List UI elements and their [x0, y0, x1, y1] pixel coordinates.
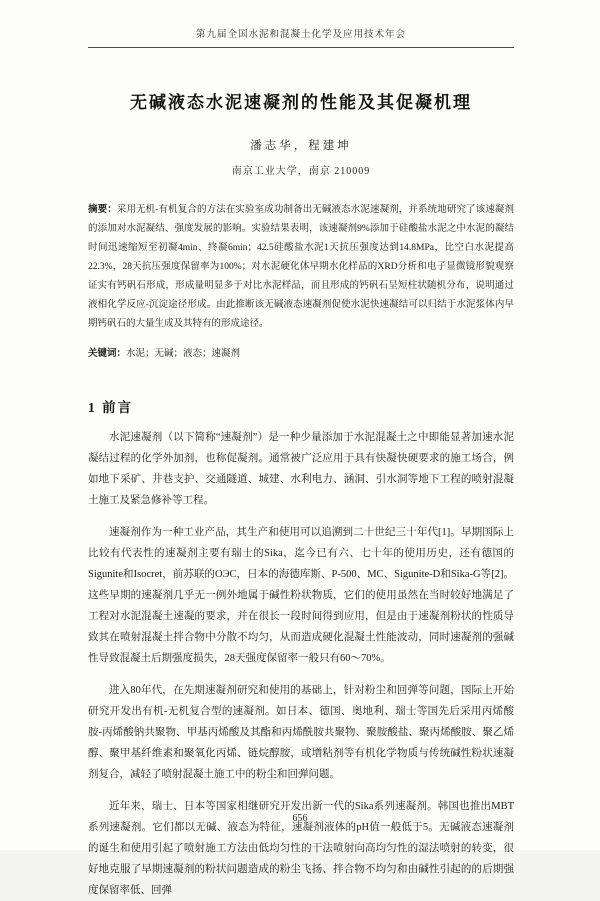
- abstract-label: 摘要：: [88, 205, 117, 215]
- paragraph: 速凝剂作为一种工业产品，其生产和使用可以追溯到二十世纪三十年代[1]。早期国际上比较有代表性的速凝剂主要有瑞士的Sika，迄今已有六、七十年的使用历史，还有德国的Sigunite和Isocret，前苏联的ОЭС，日本的海德库斯、P-500、MC、Sigunite-D和Sika-G等[2]。这些早期的速凝剂几乎无一例外地属于碱性粉状物质，它们的使用虽然在当时较好地满足了工程对水泥混凝土速凝的要求，并在很长一段时间得到应用，但是由于速凝剂粉状的性质导致其在喷射混凝土拌合物中分散不均匀，从而造成硬化混凝土性能波动，同时速凝剂的强碱性导致混凝土后期强度损失，28天强度保留率一般只有60～70%。: [88, 527, 514, 664]
- page-number: 656: [292, 813, 308, 824]
- paper-title: 无碱液态水泥速凝剂的性能及其促凝机理: [130, 93, 472, 112]
- paragraph: 近年来，瑞士、日本等国家相继研究开发出新一代的Sika系列速凝剂。韩国也推出MBT系列速凝剂。它们都以无碱、液态为特征，速凝剂液体的pH值一般低于5。无碱液态速凝剂的诞生和使用引起了喷射施工方法由低均匀性的干法喷射向高均匀性的湿法喷射的转变，很好地克服了早期速凝剂的粉状问题造成的粉尘飞扬、拌合物不均匀和由碱性引起的的后期强度保留率低、回弹: [88, 801, 514, 896]
- header-divider: [88, 47, 514, 48]
- keywords-label: 关键词：: [88, 349, 127, 359]
- abstract: [88, 201, 514, 334]
- abstract-text: 采用无机-有机复合的方法在实验室成功制备出无碱液态水泥速凝剂，并系统地研究了该速凝剂的添加对水泥凝结、强度发展的影响。实验结果表明，该速凝剂9%添加于硅酸盐水泥之中水泥的凝结时间迅速缩短至初凝4min、终凝6min；42.5硅酸盐水泥1天抗压强度达到14.8MPa，比空白水泥提高22.3%，28天抗压强度保留率为100%；对水泥硬化体早期水化样品的XRD分析和电子显微镜形貌观察证实有钙矾石形成，形成量明显多于对比水泥样品，而且形成的钙矾石呈短柱状随机分布，说明通过液相化学反应-沉淀途径形成。由此推断该无碱液态速凝剂促使水泥快速凝结可以归结于水泥浆体内早期钙矾石的大量生成及其特有的形成途径。: [88, 205, 514, 329]
- paragraph: 水泥速凝剂（以下简称“速凝剂”）是一种少量添加于水泥混凝土之中即能显著加速水泥凝结过程的化学外加剂，也称促凝剂。通常被广泛应用于具有快凝快硬要求的施工场合，例如地下采矿、井巷支护、交通隧道、城建、水利电力、涵洞、引水洞等地下工程的喷射混凝土施工及紧急修补等工程。: [88, 432, 514, 506]
- affiliation: 南京工业大学，南京 210009: [231, 166, 371, 177]
- keywords-text: 水泥；无碱；液态；速凝剂: [126, 349, 241, 359]
- keywords: [88, 345, 514, 364]
- paragraph: 进入80年代，在先期速凝剂研究和使用的基础上，针对粉尘和回弹等问题，国际上开始研究开发出有机-无机复合型的速凝剂。如日本、德国、奥地利、瑞士等国先后采用丙烯酸胺-丙烯酸钠共聚物、甲基丙烯酸及其酯和丙烯酰胺共聚物、聚胺酸盐、聚丙烯酸胺、聚乙烯醇、聚甲基纤维素和聚氧化丙烯、链烷醇胺，或增粘剂等有机化学物质与传统碱性粉状速凝剂复合，减轻了喷射混凝土施工中的粉尘和回弹问题。: [88, 685, 514, 780]
- section-heading-introduction: 1 前言: [88, 400, 134, 415]
- conference-header: 第九届全国水泥和混凝土化学及应用技术年会: [195, 30, 406, 40]
- authors: 潘志华，程建坤: [250, 140, 352, 152]
